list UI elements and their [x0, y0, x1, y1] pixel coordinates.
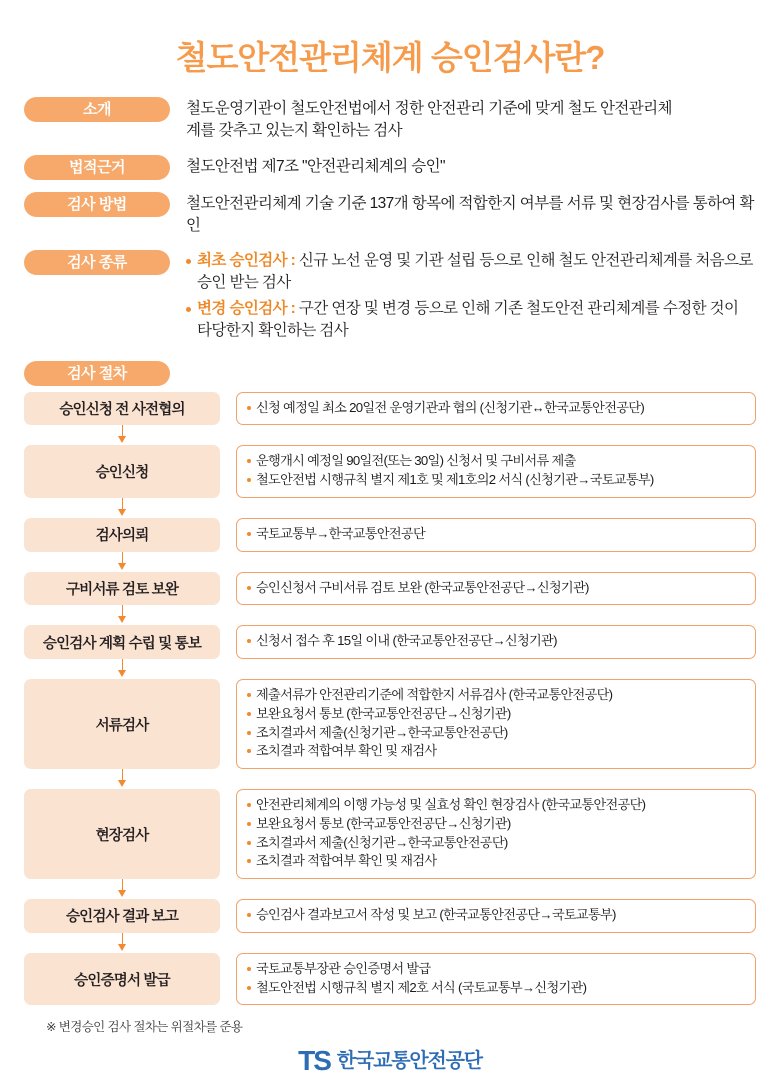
inspection-type-item	[186, 298, 756, 343]
flow-arrow	[24, 769, 220, 789]
flow-arrow	[24, 498, 220, 518]
text-legal-basis: 철도안전법 제7조 "안전관리체계의 승인"	[186, 157, 445, 175]
flow-arrow	[24, 605, 220, 625]
flow-detail-item: 신청 예정일 최소 20일전 운영기관과 협의 (신청기관↔한국교통안전공단)	[247, 399, 745, 418]
label-intro: 소개	[24, 97, 170, 122]
arrow-down-icon	[117, 498, 128, 518]
label-inspection-types: 검사 종류	[24, 250, 170, 275]
arrow-down-icon	[117, 425, 128, 445]
flow-step-site-inspection	[24, 789, 756, 879]
info-row-intro	[24, 97, 756, 143]
flow-arrow	[24, 552, 220, 572]
flow-detail-item: 조치결과 적합여부 확인 및 재검사	[247, 742, 745, 761]
inspection-type-title: 변경 승인검사 :	[197, 299, 299, 317]
flow-step-details	[236, 572, 756, 606]
page-title: 철도안전관리체계 승인검사란?	[175, 39, 605, 76]
arrow-down-icon	[117, 605, 128, 625]
flow-detail-item: 조치결과서 제출(신청기관→한국교통안전공단)	[247, 834, 745, 853]
inspection-types-list	[186, 250, 756, 343]
flow-step-name: 승인신청	[24, 445, 220, 497]
flow-step-name: 승인검사 계획 수립 및 통보	[24, 625, 220, 659]
flow-step-inspection-request	[24, 518, 756, 552]
flow-arrow	[24, 659, 220, 679]
arrow-down-icon	[117, 769, 128, 789]
flow-step-plan-notification	[24, 625, 756, 659]
info-row-method	[24, 192, 756, 238]
flow-arrow	[24, 933, 220, 953]
flow-detail-item: 조치결과 적합여부 확인 및 재검사	[247, 852, 745, 871]
arrow-down-icon	[117, 659, 128, 679]
flow-step-document-inspection	[24, 679, 756, 769]
flow-step-details	[236, 625, 756, 659]
flow-detail-item: 신청서 접수 후 15일 이내 (한국교통안전공단→신청기관)	[247, 632, 745, 651]
arrow-down-icon	[117, 552, 128, 572]
flow-step-details	[236, 789, 756, 879]
flow-detail-item: 보완요청서 통보 (한국교통안전공단→신청기관)	[247, 815, 745, 834]
flow-step-name: 검사의뢰	[24, 518, 220, 552]
inspection-type-title: 최초 승인검사 :	[197, 251, 299, 269]
flow-detail-item: 제출서류가 안전관리기준에 적합한지 서류검사 (한국교통안전공단)	[247, 686, 745, 705]
flow-step-name: 승인증명서 발급	[24, 953, 220, 1005]
flow-step-certificate-issue	[24, 953, 756, 1005]
info-row-legal-basis	[24, 155, 756, 180]
label-method: 검사 방법	[24, 192, 170, 217]
arrow-down-icon	[117, 879, 128, 899]
organization-name: 한국교통안전공단	[336, 1050, 482, 1073]
flow-step-details	[236, 899, 756, 933]
flow-step-pre-consultation	[24, 392, 756, 426]
label-legal-basis: 법적근거	[24, 155, 170, 180]
text-intro: 철도운영기관이 철도안전법에서 정한 안전관리 기준에 맞게 철도 안전관리체계를 갖추고 있는지 확인하는 검사	[186, 100, 672, 140]
flow-detail-item: 국토교통부장관 승인증명서 발급	[247, 960, 745, 979]
flow-step-name: 승인검사 결과 보고	[24, 899, 220, 933]
footer-logo	[24, 1047, 756, 1075]
flow-detail-item: 운행개시 예정일 90일전(또는 30일) 신청서 및 구비서류 제출	[247, 452, 745, 471]
footnote: ※ 변경승인 검사 절차는 위절차를 준용	[46, 1020, 243, 1035]
info-row-inspection-types	[24, 250, 756, 343]
flow-detail-item: 승인검사 결과보고서 작성 및 보고 (한국교통안전공단→국토교통부)	[247, 906, 745, 925]
flow-step-details	[236, 953, 756, 1005]
flow-detail-item: 철도안전법 시행규칙 별지 제2호 서식 (국토교통부→신청기관)	[247, 979, 745, 998]
flow-step-details	[236, 518, 756, 552]
inspection-type-item	[186, 250, 756, 295]
flow-step-details	[236, 392, 756, 426]
flow-step-details	[236, 445, 756, 497]
ts-logo-mark: TS	[298, 1045, 330, 1077]
flow-detail-item: 안전관리체계의 이행 가능성 및 실효성 확인 현장검사 (한국교통안전공단)	[247, 796, 745, 815]
flow-step-name: 현장검사	[24, 789, 220, 879]
flow-detail-item: 조치결과서 제출(신청기관→한국교통안전공단)	[247, 724, 745, 743]
flow-detail-item: 국토교통부→한국교통안전공단	[247, 525, 745, 544]
flow-arrow	[24, 425, 220, 445]
flow-step-name: 승인신청 전 사전협의	[24, 392, 220, 426]
flow-detail-item: 승인신청서 구비서류 검토 보완 (한국교통안전공단→신청기관)	[247, 579, 745, 598]
arrow-down-icon	[117, 933, 128, 953]
flow-step-document-review	[24, 572, 756, 606]
flow-step-name: 구비서류 검토 보완	[24, 572, 220, 606]
flow-step-result-report	[24, 899, 756, 933]
flow-detail-item: 철도안전법 시행규칙 별지 제1호 및 제1호의2 서식 (신청기관→국토교통부)	[247, 471, 745, 490]
inspection-type-desc: 구간 연장 및 변경 등으로 인해 기존 철도안전 관리체계를 수정한 것이 타당한지 확인하는 검사	[197, 299, 739, 340]
flow-arrow	[24, 879, 220, 899]
flow-detail-item: 보완요청서 통보 (한국교통안전공단→신청기관)	[247, 705, 745, 724]
flow-step-application	[24, 445, 756, 497]
flow-step-details	[236, 679, 756, 769]
flow-step-name: 서류검사	[24, 679, 220, 769]
inspection-type-desc: 신규 노선 운영 및 기관 설립 등으로 인해 철도 안전관리체계를 처음으로 승인 받는 검사	[197, 251, 753, 292]
text-method: 철도안전관리체계 기술 기준 137개 항목에 적합한지 여부를 서류 및 현장검사를 통하여 확인	[186, 194, 754, 235]
procedure-flow	[24, 392, 756, 1005]
procedure-header	[24, 361, 756, 386]
label-procedure: 검사 절차	[24, 361, 170, 386]
